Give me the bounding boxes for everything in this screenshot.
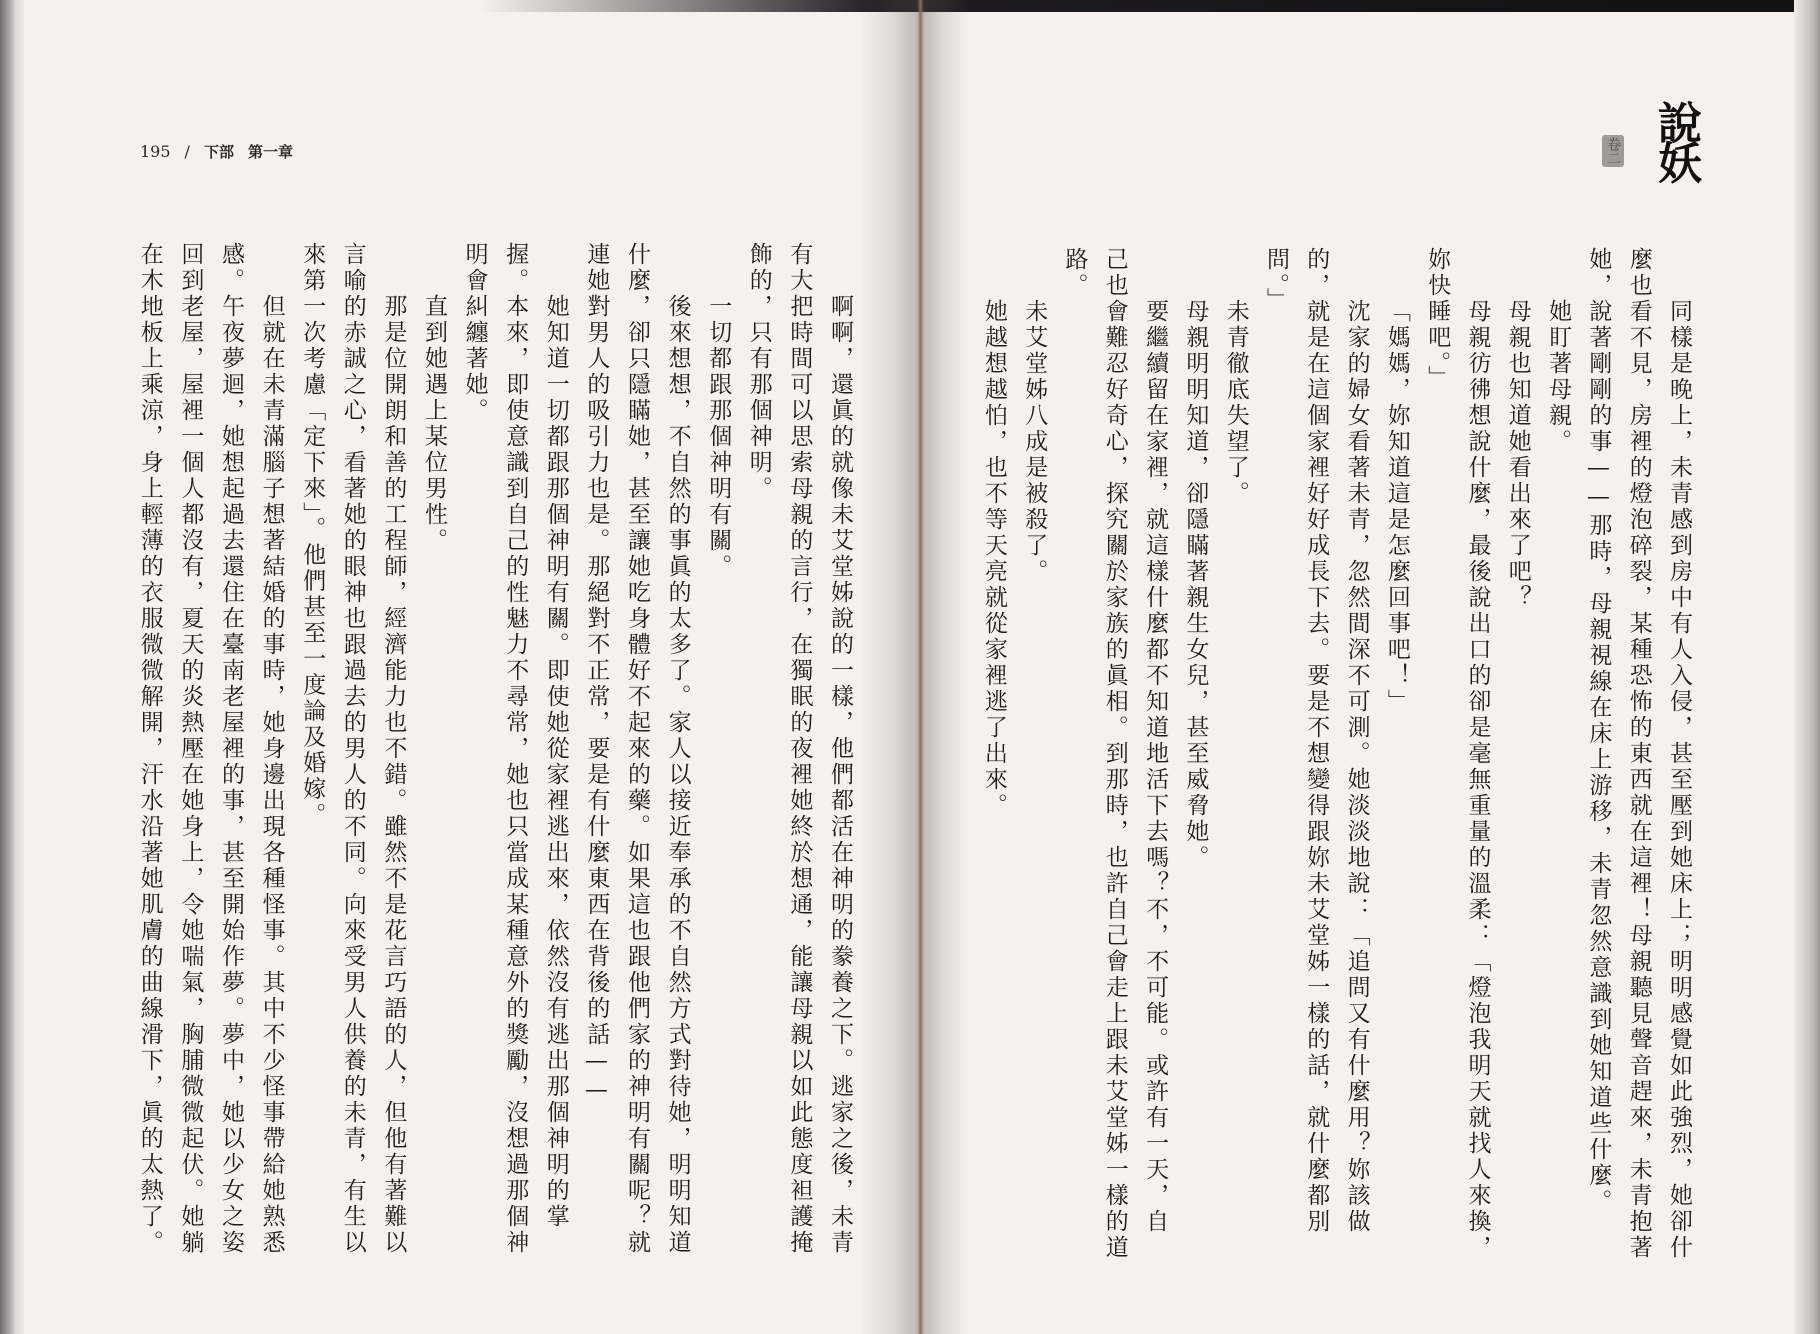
- text-column: 有大把時間可以思索母親的言行，在獨眠的夜裡她終於想通，能讓母親以如此態度袒護掩: [786, 242, 813, 1256]
- text-column: 母親也知道她看出來了吧？: [1504, 299, 1531, 611]
- text-column: 她，說著剛剛的事——那時，母親視線在床上游移，未青忽然意識到她知道些什麼。: [1585, 247, 1612, 1215]
- text-column: 未艾堂姊八成是被殺了。: [1021, 299, 1048, 585]
- text-column: 「媽媽，妳知道這是怎麼回事吧！」: [1383, 299, 1410, 715]
- text-column: 她越想越怕，也不等天亮就從家裡逃了出來。: [980, 299, 1007, 819]
- text-column: 但就在未青滿腦子想著結婚的事時，她身邊出現各種怪事。其中不少怪事帶給她熟悉: [258, 294, 285, 1256]
- page-number: 195: [140, 142, 171, 161]
- text-column: 握。本來，即使意識到自己的性魅力不尋常，她也只當成某種意外的獎勵，沒想過那個神: [502, 242, 529, 1256]
- text-column: 來第一次考慮「定下來」。他們甚至一度論及婚嫁。: [299, 242, 326, 829]
- text-column: 妳快睡吧。」: [1424, 247, 1451, 392]
- text-column: 感。午夜夢迴，她想起過去還住在臺南老屋裡的事，甚至開始作夢。夢中，她以少女之姿: [218, 242, 244, 1256]
- text-column: 連她對男人的吸引力也是。那絕對不正常，要是有什麼東西在背後的話——: [583, 242, 610, 1106]
- text-column: 明會糾纏著她。: [461, 242, 488, 424]
- book-gutter: [860, 0, 970, 1334]
- volume-label: 卷二: [1602, 135, 1624, 167]
- text-column: 要繼續留在家裡，就這樣什麼都不知道地活下去嗎？不，不可能。或許有一天，自: [1142, 299, 1169, 1235]
- text-column: 母親明明知道，卻隱瞞著親生女兒，甚至威脅她。: [1182, 299, 1209, 871]
- page-stack-edge-right: [1794, 0, 1820, 1334]
- chapter-title: 第一章: [247, 143, 293, 161]
- book-title: 說妖: [1650, 100, 1701, 180]
- text-column: 己也會難忍好奇心，探究關於家族的眞相。到那時，也許自己會走上跟未艾堂姊一樣的道: [1101, 247, 1128, 1261]
- text-column: 什麼，卻只隱瞞她，甚至讓她吃身體好不起來的藥。如果這也跟他們家的神明有關呢？就: [624, 242, 650, 1256]
- text-column: 麼也看不見，房裡的燈泡碎裂，某種恐怖的東西就在這裡！母親聽見聲音趕來，未青抱著: [1625, 247, 1652, 1261]
- text-column: 言喻的赤誠之心，看著她的眼神也跟過去的男人的不同。向來受男人供養的未青，有生以: [339, 242, 366, 1256]
- text-column: 後來想想，不自然的事眞的太多了。家人以接近奉承的不自然方式對待她，明明知道: [664, 294, 691, 1256]
- text-column: 的，就是在這個家裡好好成長下去。要是不想變得跟妳未艾堂姊一樣的話，就什麼都別: [1303, 247, 1330, 1235]
- header-separator: /: [184, 142, 190, 161]
- text-column: 那是位開朗和善的工程師，經濟能力也不錯。雖然不是花言巧語的人，但他有著難以: [380, 294, 407, 1256]
- book-title-logo: [1650, 100, 1710, 220]
- scan-top-shadow: [480, 0, 1820, 12]
- page-stack-edge-left: [0, 0, 14, 1334]
- text-column: 飾的，只有那個神明。: [745, 242, 772, 502]
- text-column: 問。」: [1263, 247, 1289, 314]
- text-column: 回到老屋，屋裡一個人都沒有，夏天的炎熱壓在她身上，令她喘氣，胸脯微微起伏。她躺: [177, 242, 204, 1256]
- text-column: 沈家的婦女看著未青，忽然間深不可測。她淡淡地說：「追問又有什麼用？妳該做: [1343, 299, 1370, 1235]
- text-column: 她盯著母親。: [1545, 299, 1572, 455]
- part-title: 下部: [203, 143, 234, 161]
- text-column: 直到她遇上某位男性。: [421, 294, 447, 554]
- text-column: 在木地板上乘涼，身上輕薄的衣服微微解開，汗水沿著她肌膚的曲線滑下，眞的太熱了。: [136, 242, 163, 1256]
- text-column: 母親彷彿想說什麼，最後說出口的卻是毫無重量的溫柔：「燈泡我明天就找人來換，: [1464, 299, 1491, 1261]
- text-column: 同樣是晚上，未青感到房中有人入侵，甚至壓到她床上；明明感覺如此強烈，她卻什: [1666, 299, 1692, 1261]
- text-column: 她知道一切都跟那個神明有關。即使她從家裡逃出來，依然沒有逃出那個神明的掌: [542, 294, 569, 1230]
- running-header-left: [140, 141, 293, 162]
- text-column: 一切都跟那個神明有關。: [705, 294, 732, 580]
- text-column: 未青徹底失望了。: [1222, 299, 1249, 507]
- text-column: 啊啊，還眞的就像未艾堂姊說的一樣，他們都活在神明的豢養之下。逃家之後，未青: [827, 294, 853, 1256]
- page-edge-shadow-left: [14, 0, 24, 1334]
- text-column: 路。: [1061, 247, 1088, 299]
